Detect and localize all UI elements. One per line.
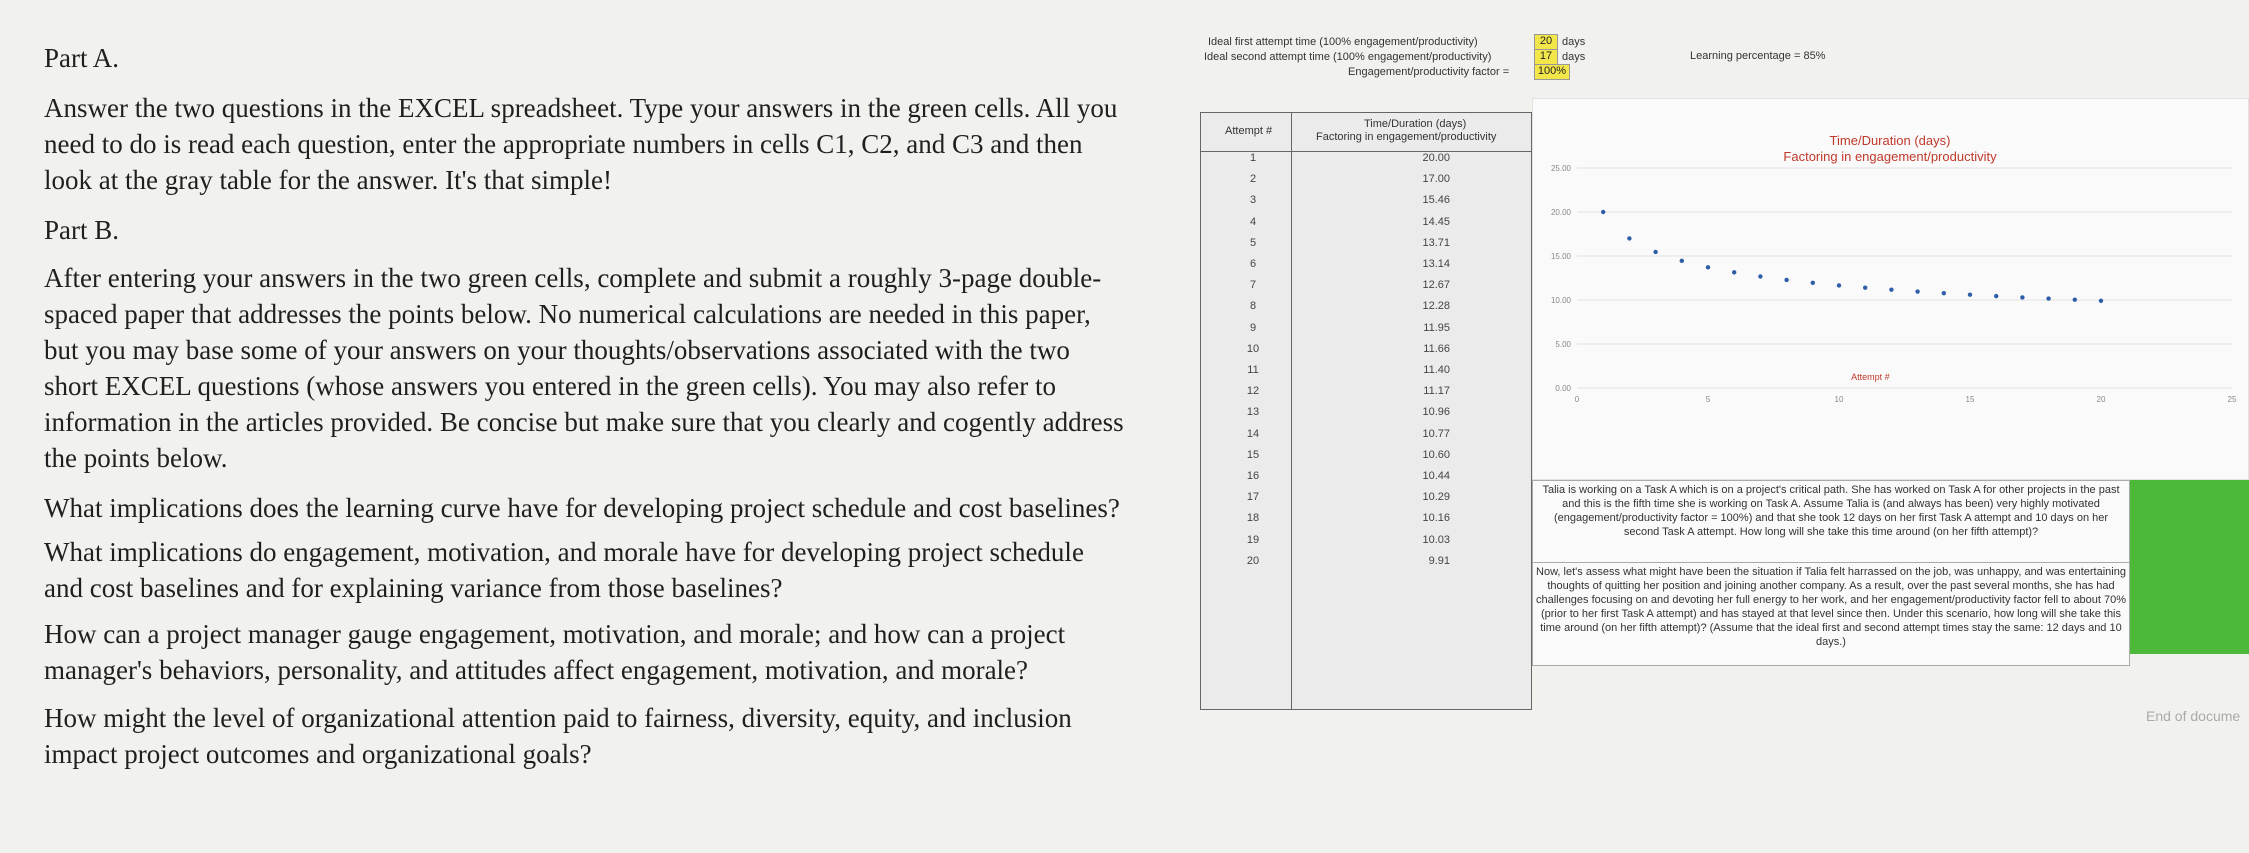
second-unit: days [1562,51,1586,63]
attempt-cell: 19 [1246,533,1260,546]
duration-cell: 10.60 [1422,448,1450,461]
table-row [1200,534,1530,555]
col-time-header: Time/Duration (days) [1364,118,1467,130]
part-b-text: After entering your answers in the two green cells, complete and submit a roughly 3-page double-spaced paper that addresses the points below. No numerical calculations are needed in this paper, but you may base some of your answers on your thoughts/observations associated with the two short EXCEL questions (whose answers you entered in the green cells). You may also refer to information in the articles provided. Be concise but make sure that you clearly and cogently address the points below. [44,263,1124,473]
answer-cell-2[interactable] [2130,562,2249,654]
answer-cell-1[interactable] [2130,480,2249,562]
data-point [1811,281,1815,285]
table-row [1200,385,1530,406]
attempt-cell: 11 [1247,364,1259,376]
data-point [1994,294,1998,298]
table-row [1200,555,1530,576]
y-tick-label: 15.00 [1550,252,1571,261]
table-row [1200,491,1530,512]
spreadsheet-area [1200,30,2249,853]
table-row [1200,428,1530,449]
part-b-heading: Part B. [44,215,120,245]
data-point [1706,265,1710,269]
data-point [2046,296,2050,300]
duration-cell: 10.96 [1422,406,1450,419]
cell-engagement-value[interactable]: 100% [1534,64,1570,80]
duration-cell: 12.67 [1422,279,1450,292]
attempt-cell: 4 [1249,215,1257,228]
first-unit: days [1562,36,1586,48]
duration-cell: 13.71 [1422,236,1450,249]
part-a-text: Answer the two questions in the EXCEL spreadsheet. Type your answers in the green cells. All you need to do is read each question, enter the appropriate numbers in cells C1, C2, and C3 and then look at the gray table for the answer. It's that simple! [44,93,1118,195]
duration-cell: 20.00 [1422,152,1450,164]
data-point [1627,236,1631,240]
data-point [1680,259,1684,263]
cell-second-value[interactable]: 17 [1534,49,1558,65]
table-row [1200,258,1530,279]
duration-cell: 13.14 [1422,258,1450,270]
table-row [1200,152,1530,173]
attempt-cell: 5 [1249,236,1257,249]
learning-curve-chart [1532,98,2249,480]
data-point [1653,250,1657,254]
chart-title-line2: Factoring in engagement/productivity [1783,149,1997,164]
attempt-cell: 12 [1246,385,1260,398]
attempt-cell: 15 [1246,448,1260,461]
table-body [1200,152,1530,572]
duration-cell: 11.66 [1423,342,1450,355]
chart-title-line1: Time/Duration (days) [1829,133,1951,148]
header-ideal-first: Ideal first attempt time (100% engagement/productivity) [1208,36,1478,48]
y-tick-label: 5.00 [1555,340,1571,349]
question-2-box [1532,562,2130,666]
table-row [1200,216,1530,237]
x-tick-label: 25 [2227,395,2237,404]
data-point [1968,293,1972,297]
question-2: What implications do engagement, motivation, and morale have for developing project schedule and cost baselines and for explaining variance from those baselines? [44,537,1084,603]
table-row [1200,173,1530,194]
duration-cell: 10.29 [1422,491,1450,504]
instructions-panel [44,40,1124,772]
data-point [1732,270,1736,274]
attempt-cell: 6 [1249,258,1257,270]
x-tick-label: 20 [2096,395,2106,404]
data-point [1915,289,1919,293]
data-point [1889,288,1893,292]
table-row [1200,512,1530,533]
table-row [1200,300,1530,321]
question-1: What implications does the learning curve have for developing project schedule and cost baselines? [44,493,1120,523]
question-1-text: Talia is working on a Task A which is on a project's critical path. She has worked on Task A for other projects in the past and this is the fifth time she is working on Task A. Assume Talia is (and always has been) very highly motivated (engagement/productivity factor = 100%) and that she took 12 days on her first Task A attempt and 10 days on her second Task A attempt. How long will she take this time around (on her fifth attempt)? [1542,484,2120,538]
table-row [1200,406,1530,427]
duration-cell: 10.03 [1422,533,1450,546]
question-4: How might the level of organizational attention paid to fairness, diversity, equity, and inclusion impact project outcomes and organizational goals? [44,703,1072,769]
table-row [1200,449,1530,470]
y-tick-label: 20.00 [1550,208,1571,217]
attempt-cell: 1 [1249,152,1257,164]
table-row [1200,279,1530,300]
attempt-cell: 3 [1249,194,1257,207]
table-row [1200,343,1530,364]
question-3: How can a project manager gauge engagement, motivation, and morale; and how can a project manager's behaviors, personality, and attitudes affect engagement, motivation, and morale? [44,619,1066,685]
attempt-cell: 14 [1246,427,1260,440]
duration-cell: 15.46 [1422,194,1450,207]
duration-cell: 11.17 [1423,385,1450,398]
data-point [1601,210,1605,214]
header-engagement: Engagement/productivity factor = [1348,66,1510,78]
duration-cell: 10.16 [1422,512,1450,525]
data-point [1942,291,1946,295]
table-row [1200,194,1530,215]
attempt-cell: 18 [1246,512,1260,525]
duration-cell: 12.28 [1422,300,1450,313]
table-row [1200,470,1530,491]
y-tick-label: 0.00 [1555,384,1571,393]
end-of-document-label: End of docume [2146,708,2241,724]
attempt-cell: 20 [1246,554,1260,567]
attempt-cell: 17 [1246,491,1260,504]
duration-cell: 9.91 [1428,554,1450,567]
data-point [2073,298,2077,302]
duration-cell: 14.45 [1422,215,1450,228]
table-row [1200,364,1530,385]
part-a-heading: Part A. [44,43,120,73]
attempt-cell: 10 [1246,342,1260,355]
data-point [2099,299,2103,303]
x-tick-label: 15 [1965,395,1975,404]
data-point [1837,283,1841,287]
duration-cell: 10.77 [1422,427,1450,440]
data-point [1758,274,1762,278]
cell-first-value[interactable]: 20 [1534,34,1558,50]
chart-container [1532,98,2249,480]
x-axis-label: Attempt # [1851,372,1890,382]
header-ideal-second: Ideal second attempt time (100% engagement/productivity) [1204,51,1492,63]
duration-cell: 11.40 [1423,364,1450,376]
x-tick-label: 10 [1834,395,1844,404]
table-row [1200,322,1530,343]
attempt-cell: 8 [1249,300,1257,313]
y-tick-label: 25.00 [1550,164,1571,173]
x-tick-label: 5 [1705,395,1711,404]
question-1-box [1532,480,2130,564]
attempt-cell: 13 [1246,406,1260,419]
data-point [1784,278,1788,282]
col-attempt-header: Attempt # [1225,125,1273,137]
attempt-cell: 16 [1246,470,1260,482]
question-2-text: Now, let's assess what might have been the situation if Talia felt harrassed on the job, was unhappy, and was entertaining thoughts of quitting her position and joining another company. As a result, over the past several months, she has had challenges focusing on and devoting her full energy to her work, and her engagement/productivity factor fell to about 70% (prior to her first Task A attempt) and has stayed at that level since then. Under this scenario, how long will she take this time around (on her fifth attempt)? (Assume that the ideal first and second attempt times stay the same: 12 days and 10 days.) [1535,566,2127,648]
attempt-cell: 7 [1249,279,1257,292]
duration-cell: 11.95 [1423,321,1450,334]
col-time-subheader: Factoring in engagement/productivity [1316,131,1497,143]
x-tick-label: 0 [1574,395,1580,404]
y-tick-label: 10.00 [1550,296,1571,305]
attempt-cell: 9 [1249,321,1257,334]
learning-percentage: Learning percentage = 85% [1690,50,1826,62]
duration-cell: 17.00 [1422,173,1450,186]
data-point [2020,295,2024,299]
table-row [1200,237,1530,258]
attempt-cell: 2 [1249,173,1257,186]
duration-cell: 10.44 [1422,470,1450,482]
data-point [1863,285,1867,289]
